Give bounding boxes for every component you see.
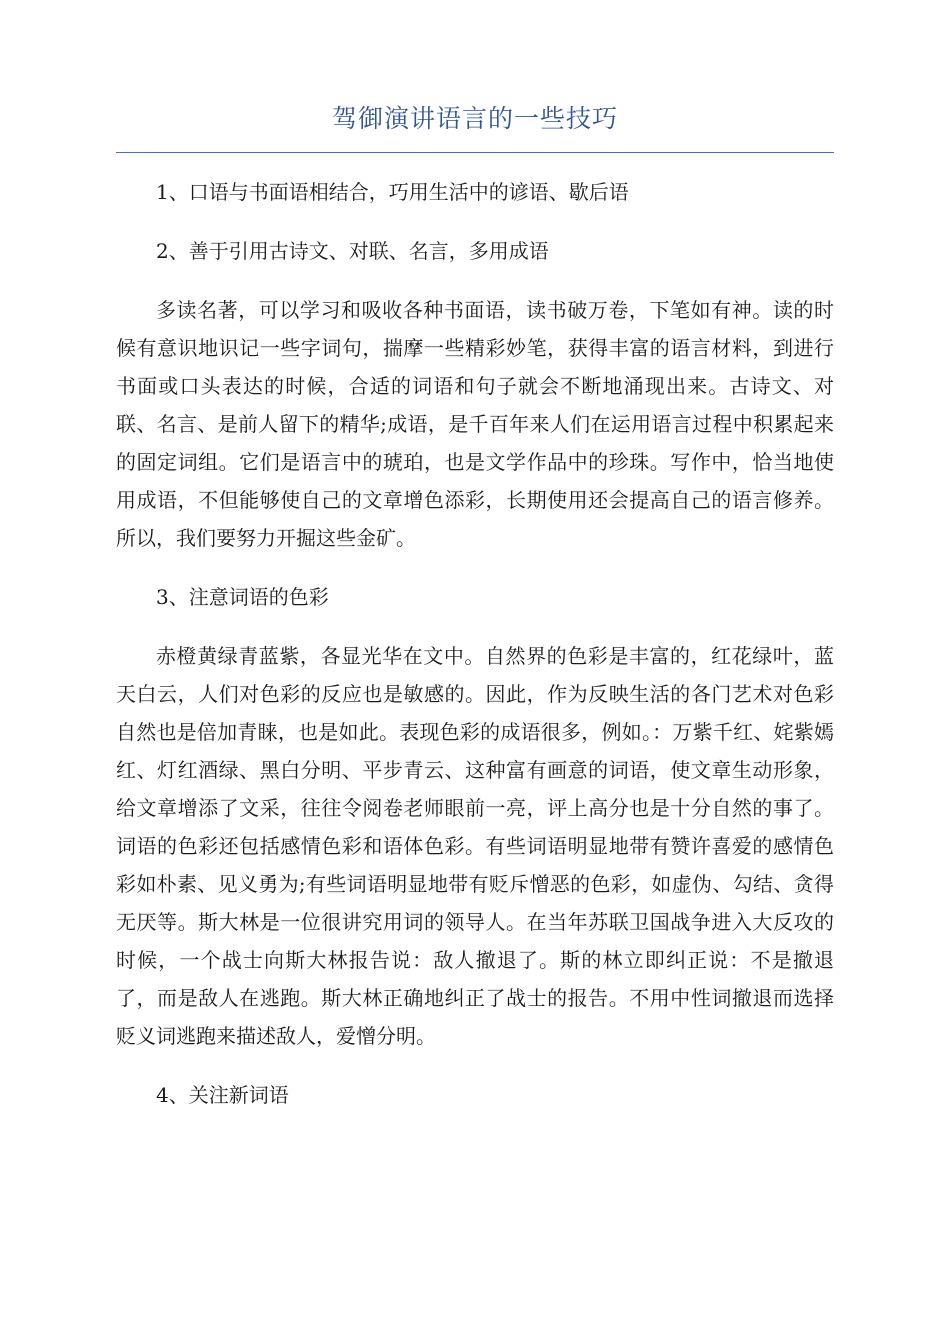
paragraph-reading: 多读名著，可以学习和吸收各种书面语，读书破万卷，下笔如有神。读的时候有意识地识记一些字词句，揣摩一些精彩妙笔，获得丰富的语言材料，到进行书面或口头表达的时候，合适的词语和句子就会不断地涌现出来。古诗文、对联、名言、是前人留下的精华;成语，是千百年来人们在运用语言过程中积累起来的固定词组。它们是语言中的琥珀，也是文学作品中的珍珠。写作中，恰当地使用成语，不但能够使自己的文章增色添彩，长期使用还会提高自己的语言修养。所以，我们要努力开掘这些金矿。 <box>116 298 834 550</box>
paragraph-heading-1: 1、口语与书面语相结合，巧用生活中的谚语、歇后语 <box>156 180 629 204</box>
paragraph-heading-3: 3、注意词语的色彩 <box>156 585 329 609</box>
paragraph-heading-2: 2、善于引用古诗文、对联、名言，多用成语 <box>156 239 549 263</box>
document-body <box>116 173 834 1114</box>
document-title: 驾御演讲语言的一些技巧 <box>331 104 618 133</box>
paragraph-color: 赤橙黄绿青蓝紫，各显光华在文中。自然界的色彩是丰富的，红花绿叶，蓝天白云，人们对色彩的反应也是敏感的。因此，作为反映生活的各门艺术对色彩自然也是倍加青睐，也是如此。表现色彩的成语很多，例如。：万紫千红、姹紫嫣红、灯红酒绿、黑白分明、平步青云、这种富有画意的词语，使文章生动形象，给文章增添了文采，往往令阅卷老师眼前一亮，评上高分也是十分自然的事了。词语的色彩还包括感情色彩和语体色彩。有些词语明显地带有赞许喜爱的感情色彩如朴素、见义勇为;有些词语明显地带有贬斥憎恶的色彩，如虚伪、勾结、贪得无厌等。斯大林是一位很讲究用词的领导人。在当年苏联卫国战争进入大反攻的时候，一个战士向斯大林报告说：敌人撤退了。斯的林立即纠正说：不是撤退了，而是敌人在逃跑。斯大林正确地纠正了战士的报告。不用中性词撤退而选择贬义词逃跑来描述敌人，爱憎分明。 <box>116 644 834 1048</box>
title-underline <box>116 152 834 153</box>
paragraph-heading-4: 4、关注新词语 <box>156 1083 289 1107</box>
document-page <box>116 100 834 1114</box>
